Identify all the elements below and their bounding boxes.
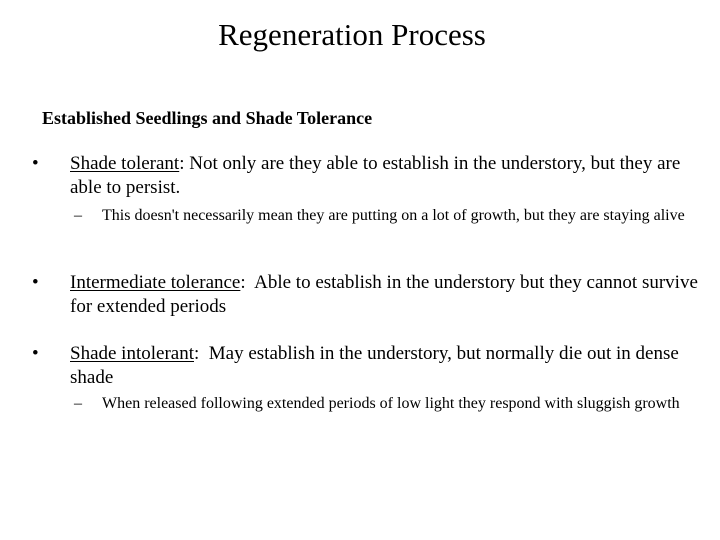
bullet-colon: : (240, 272, 246, 293)
bullet-text (70, 342, 710, 390)
sub-bullet-marker: – (74, 207, 82, 224)
bullet-marker: • (32, 272, 39, 293)
slide-title: Regeneration Process (218, 17, 486, 52)
bullet-marker: • (32, 153, 39, 174)
bullet-colon: : (194, 343, 200, 364)
sub-bullet-text: When released following extended periods of low light they respond with sluggish growth (102, 395, 680, 412)
sub-bullet-marker: – (74, 395, 82, 412)
bullet-term: Shade tolerant (70, 153, 180, 174)
bullet-description: May establish in the understory, but normally die out in dense shade (70, 343, 684, 388)
bullet-marker: • (32, 343, 39, 364)
bullet-text (70, 152, 710, 200)
slide-subtitle: Established Seedlings and Shade Tolerance (42, 108, 373, 128)
bullet-term: Intermediate tolerance (70, 272, 241, 293)
sub-bullet-text: This doesn't necessarily mean they are putting on a lot of growth, but they are staying alive (102, 207, 685, 224)
bullet-description: Able to establish in the understory but they cannot survive for extended periods (70, 272, 703, 317)
bullet-term: Shade intolerant (70, 343, 194, 364)
bullet-colon: : (179, 153, 185, 174)
bullet-text (70, 271, 710, 319)
bullet-description: Not only are they able to establish in the understory, but they are able to persist. (70, 153, 681, 198)
